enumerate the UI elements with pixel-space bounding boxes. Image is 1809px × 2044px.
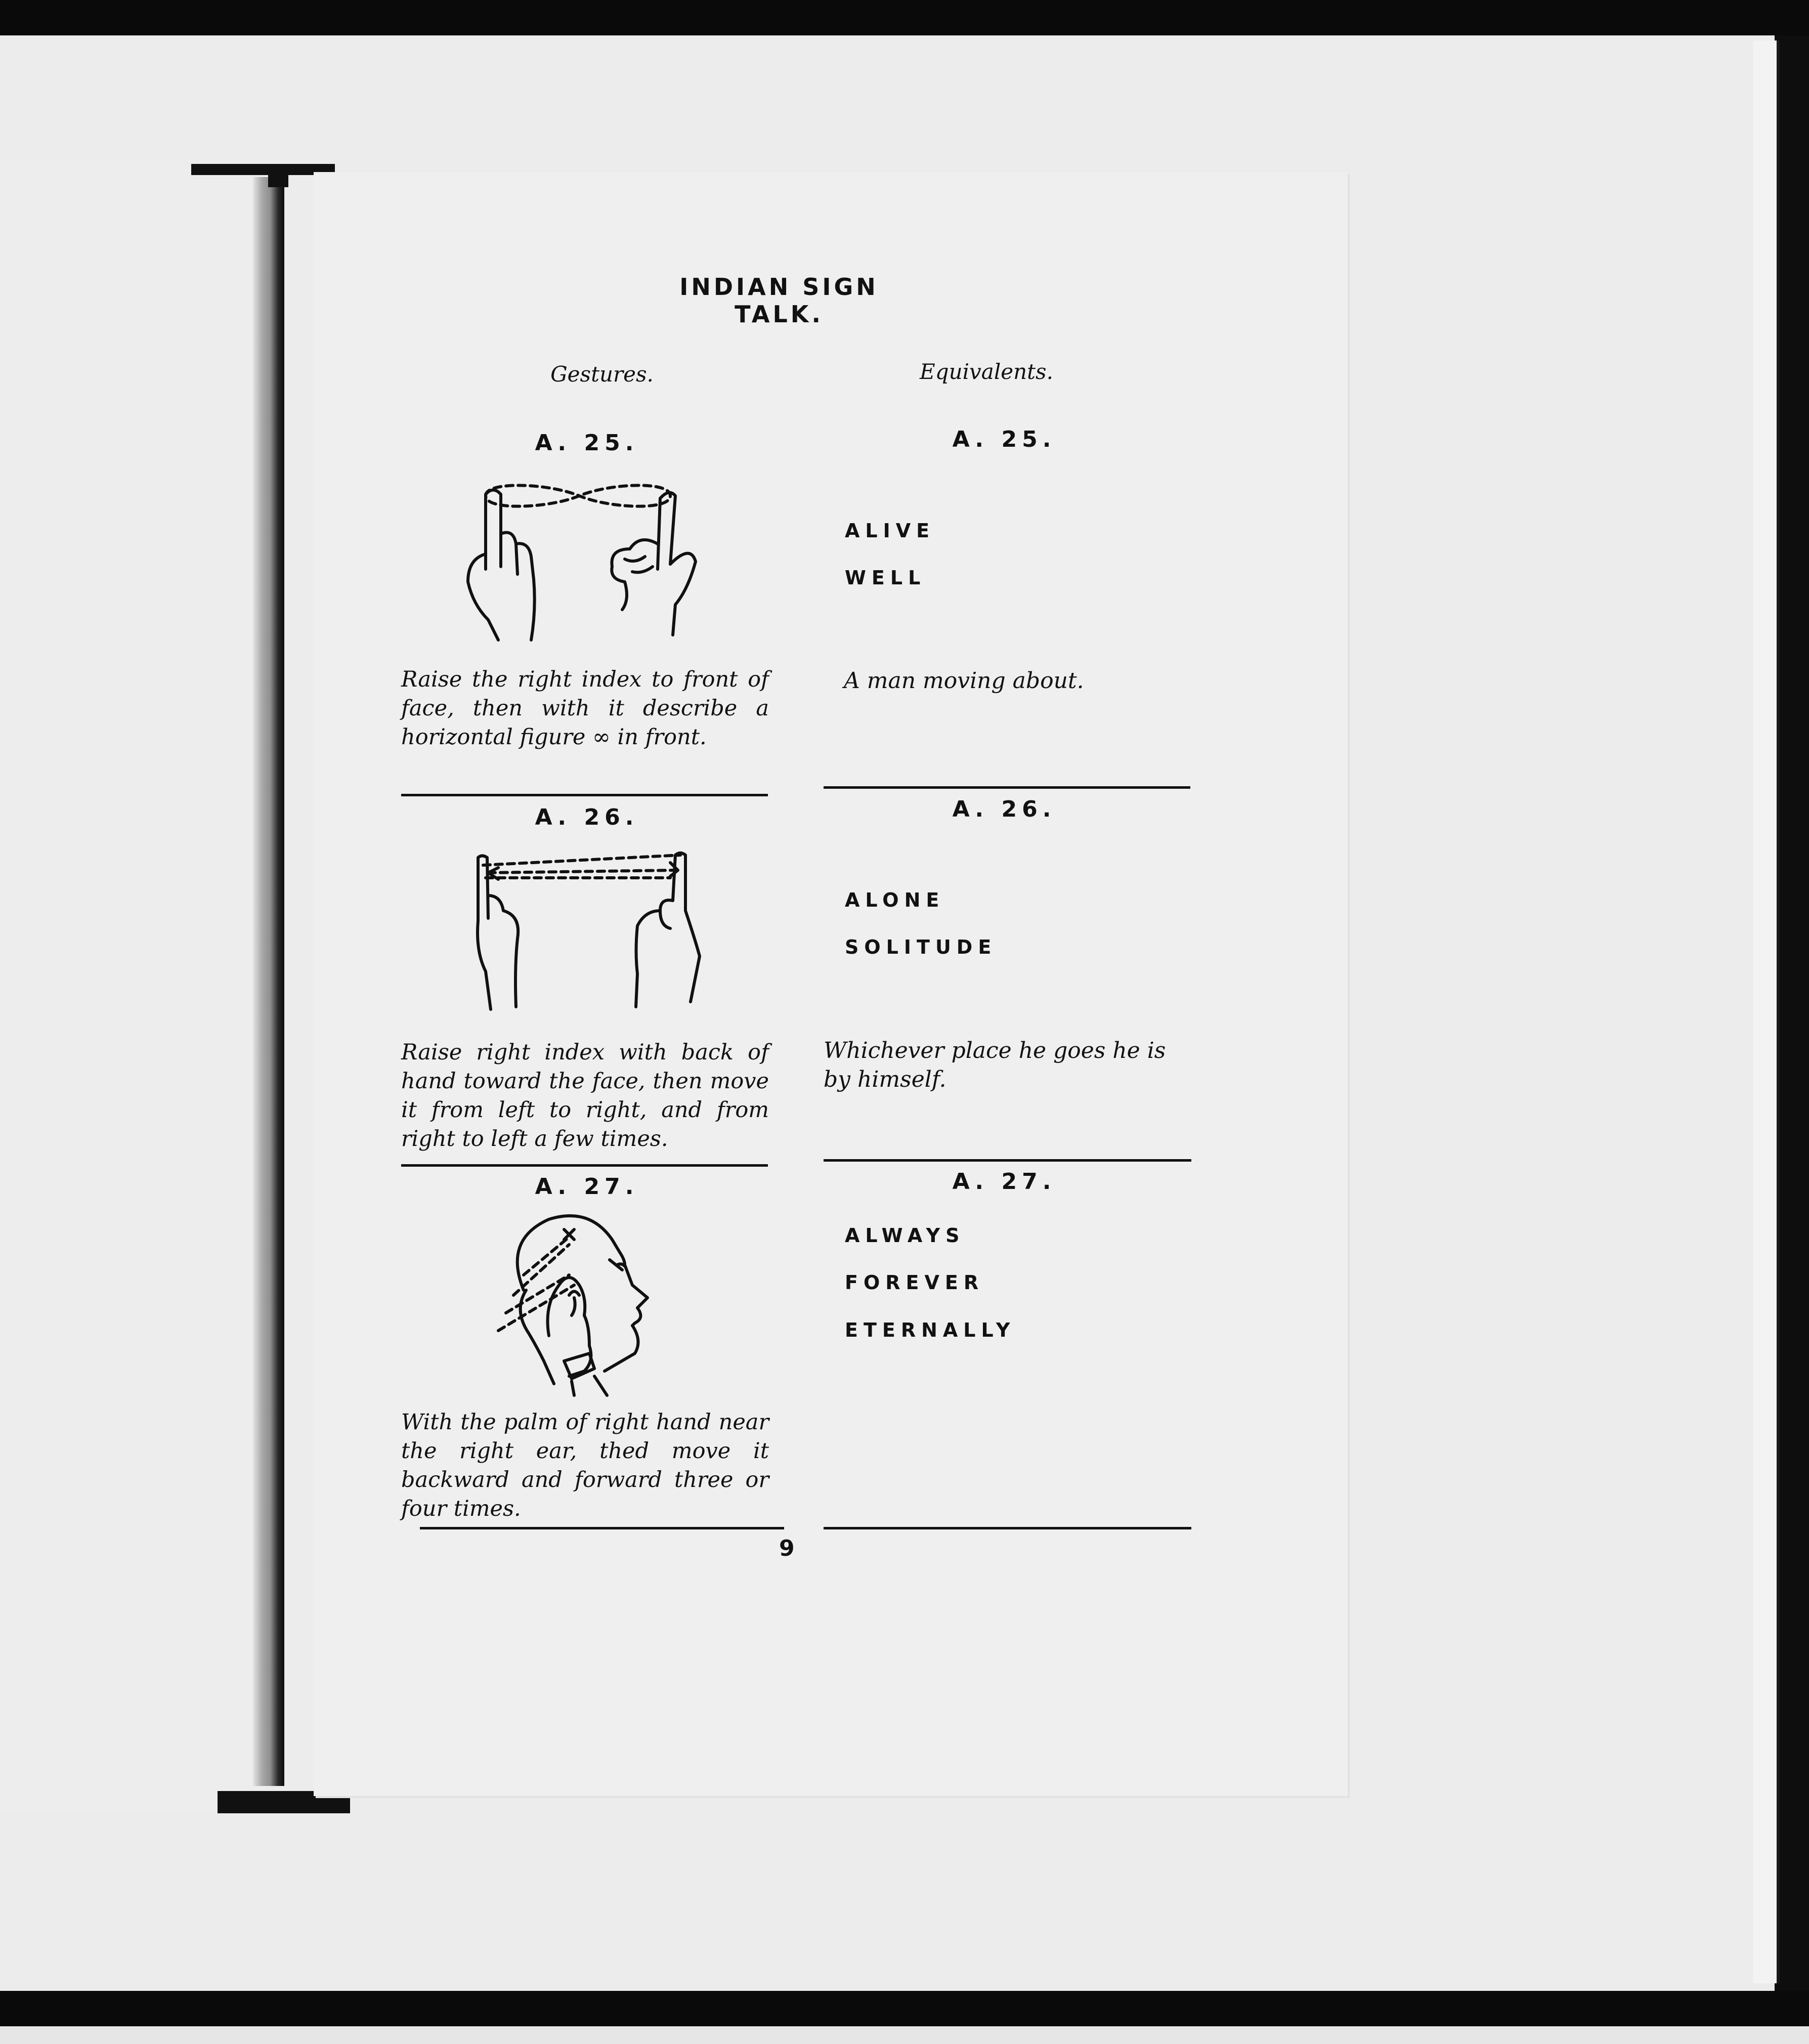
equivalent-note: Whichever place he goes he is by himself.: [824, 1038, 1166, 1092]
page-number: 9: [779, 1536, 795, 1561]
page-title: INDIAN SIGN TALK.: [679, 273, 879, 328]
entry-divider: [824, 1527, 1191, 1529]
entry-divider: [401, 794, 768, 796]
equivalent-word: WELL: [845, 567, 926, 589]
scan-strip-bottom: [0, 2026, 1809, 2044]
equivalent-entry-id: A. 25.: [952, 427, 1056, 452]
equivalent-word: ALONE: [845, 889, 945, 911]
left-page-edge: [0, 167, 283, 1811]
column-heading-equivalents: Equivalents.: [920, 359, 1053, 384]
entry-divider: [824, 786, 1190, 789]
illustration-hands-figure-eight: [458, 473, 711, 648]
equivalent-word: SOLITUDE: [845, 936, 997, 958]
equivalent-word: ALWAYS: [845, 1224, 965, 1247]
equivalent-word: FOREVER: [845, 1271, 984, 1294]
equivalent-word: ETERNALLY: [845, 1319, 1016, 1341]
entry-divider: [824, 1159, 1191, 1162]
column-heading-gestures: Gestures.: [550, 362, 654, 387]
equivalent-entry-id: A. 26.: [952, 796, 1056, 822]
gesture-description: Raise the right index to front of face, then with it describe a horizontal figure ∞ in front.: [401, 667, 769, 750]
book-board-edge: [1753, 40, 1780, 1983]
scan-border-top: [0, 0, 1809, 35]
entry-divider: [420, 1527, 784, 1529]
equivalent-note: A man moving about.: [844, 668, 1084, 694]
gesture-entry-id: A. 26.: [535, 804, 639, 830]
scan-border-right: [1775, 35, 1809, 1991]
binding-clamp-rod: [253, 177, 284, 1786]
gesture-description: Raise right index with back of hand toward the face, then move it from left to right, and from right to left a few times.: [401, 1040, 769, 1152]
illustration-head-hand-near-ear: [493, 1209, 685, 1396]
binding-clamp-top-stem: [268, 172, 288, 187]
equivalent-word: ALIVE: [845, 520, 935, 542]
equivalent-entry-id: A. 27.: [952, 1169, 1056, 1195]
gesture-entry-id: A. 27.: [535, 1174, 639, 1200]
gesture-entry-id: A. 25.: [535, 430, 639, 456]
gesture-description: With the palm of right hand near the right ear, thed move it backward and forward three or four times.: [401, 1410, 769, 1521]
entry-divider: [401, 1164, 768, 1167]
illustration-hands-side-to-side: [458, 850, 711, 1014]
